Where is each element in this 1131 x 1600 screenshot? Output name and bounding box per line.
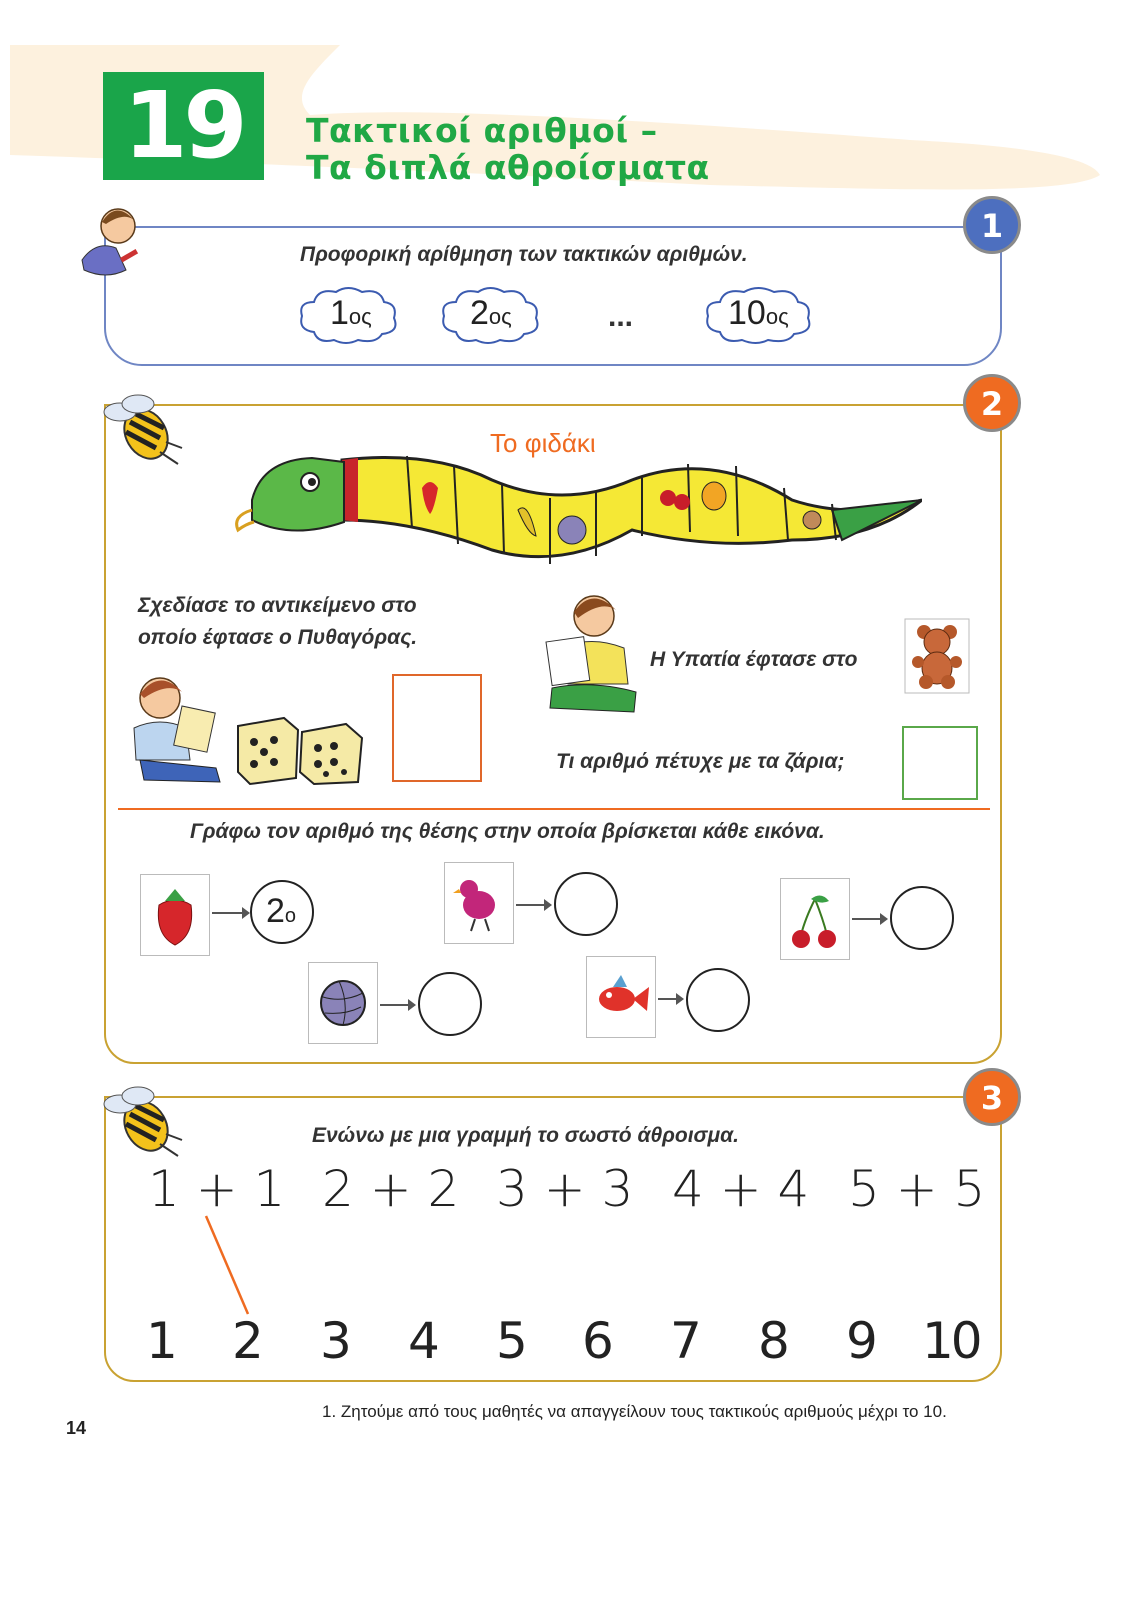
- sum-5[interactable]: 5 + 5: [848, 1160, 986, 1218]
- number-4[interactable]: 4: [408, 1312, 440, 1370]
- number-6[interactable]: 6: [582, 1312, 614, 1370]
- exercise-1-instruction: Προφορική αρίθμηση των τακτικών αριθμών.: [300, 243, 748, 266]
- exercise-2-badge: 2: [963, 374, 1021, 432]
- strawberry-picture: [140, 874, 210, 956]
- dice-answer-box[interactable]: [902, 726, 978, 800]
- footnote: 1. Ζητούμε από τους μαθητές να απαγγείλουν τους τακτικούς αριθμούς μέχρι το 10.: [322, 1402, 947, 1421]
- number-1[interactable]: 1: [146, 1312, 178, 1370]
- hypatia-child-illustration-icon: [536, 584, 642, 716]
- arrow: [516, 904, 550, 906]
- snake-board-illustration: [232, 440, 922, 580]
- number-3[interactable]: 3: [320, 1312, 352, 1370]
- boy-illustration-icon: [76, 200, 146, 284]
- ball-icon: [309, 963, 377, 1043]
- bee-icon: [100, 392, 184, 466]
- number-9[interactable]: 9: [846, 1312, 878, 1370]
- sum-3[interactable]: 3 + 3: [496, 1160, 634, 1218]
- question-hypatia: Η Υπατία έφτασε στο: [650, 648, 858, 671]
- page-title: [306, 112, 710, 186]
- title-line-2: Τα διπλά αθροίσματα: [306, 148, 710, 187]
- answer-value: 2ο: [266, 892, 297, 930]
- ball-picture: [308, 962, 378, 1044]
- bird-icon: [445, 863, 513, 943]
- pythagoras-boy-illustration-icon: [120, 668, 230, 788]
- answer-circle-ball[interactable]: [418, 972, 482, 1036]
- exercise-3-instruction: Ενώνω με μια γραμμή το σωστό άθροισμα.: [312, 1124, 740, 1147]
- arrow: [380, 1004, 414, 1006]
- answer-circle-fish[interactable]: [686, 968, 750, 1032]
- arrow: [658, 998, 682, 1000]
- question-draw-object: [138, 590, 417, 654]
- arrow: [212, 912, 248, 914]
- question-draw-object-line-1: Σχεδίασε το αντικείμενο στο: [138, 594, 417, 617]
- snake-game-title: Το φιδάκι: [490, 428, 596, 458]
- cloud-ordinal-3: 10ος: [728, 294, 789, 332]
- bird-picture: [444, 862, 514, 944]
- example-connecting-line: [200, 1212, 256, 1318]
- exercise-2-instruction: Γράφω τον αριθμό της θέσης στην οποία βρίσκεται κάθε εικόνα.: [190, 820, 825, 843]
- number-2[interactable]: 2: [232, 1312, 264, 1370]
- question-dice-number: Τι αριθμό πέτυχε με τα ζάρια;: [556, 750, 845, 773]
- bee-icon: [100, 1084, 184, 1158]
- arrow: [852, 918, 886, 920]
- number-8[interactable]: 8: [758, 1312, 790, 1370]
- ellipsis: ...: [608, 300, 634, 333]
- number-10[interactable]: 10: [922, 1312, 980, 1370]
- strawberry-icon: [141, 875, 209, 955]
- lesson-number-box: 19: [103, 72, 264, 180]
- answer-circle-strawberry[interactable]: [250, 880, 314, 944]
- sum-2[interactable]: 2 + 2: [322, 1160, 460, 1218]
- exercise-3-badge: 3: [963, 1068, 1021, 1126]
- sum-4[interactable]: 4 + 4: [672, 1160, 810, 1218]
- section-divider: [118, 808, 990, 810]
- answer-circle-cherries[interactable]: [890, 886, 954, 950]
- fish-picture: [586, 956, 656, 1038]
- number-7[interactable]: 7: [670, 1312, 702, 1370]
- title-line-1: Τακτικοί αριθμοί –: [306, 111, 658, 150]
- cherries-picture: [780, 878, 850, 960]
- fish-icon: [587, 957, 655, 1037]
- sum-1[interactable]: 1 + 1: [148, 1160, 286, 1218]
- draw-answer-box[interactable]: [392, 674, 482, 782]
- number-5[interactable]: 5: [496, 1312, 528, 1370]
- cherries-icon: [781, 879, 849, 959]
- exercise-1-badge: 1: [963, 196, 1021, 254]
- cloud-ordinal-2: 2ος: [470, 294, 512, 332]
- cloud-ordinal-1: 1ος: [330, 294, 372, 332]
- question-draw-object-line-2: οποίο έφτασε ο Πυθαγόρας.: [138, 626, 418, 649]
- dice-icon: [234, 712, 366, 786]
- page-number: 14: [66, 1418, 87, 1438]
- answer-circle-bird[interactable]: [554, 872, 618, 936]
- teddy-bear-icon: [904, 618, 970, 694]
